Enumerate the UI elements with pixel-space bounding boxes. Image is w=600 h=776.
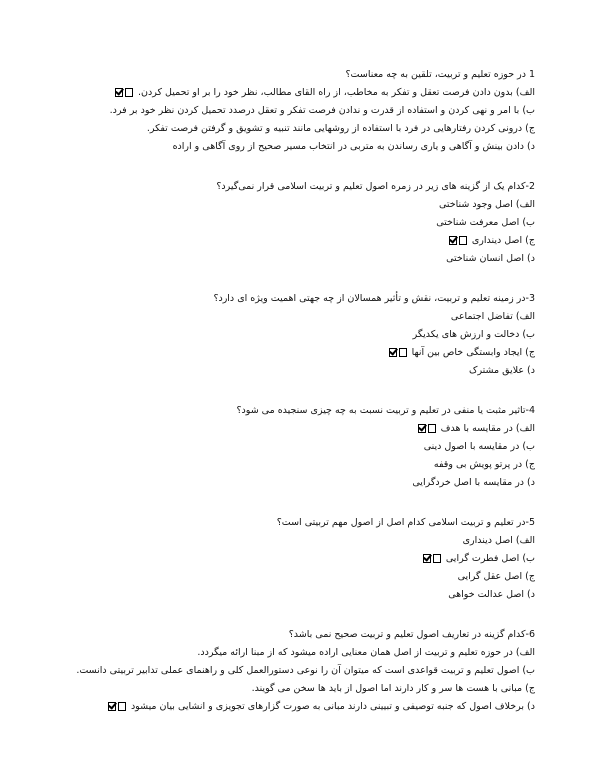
empty-box-icon[interactable]: [433, 554, 441, 563]
answer-option-text: الف) تفاضل اجتماعی: [450, 311, 535, 322]
answer-option-text: الف) اصل وجود شناختی: [438, 199, 535, 210]
question-title: 4-تاثیر مثبت یا منفی در تعلیم و تربیت نسبت به چه چیزی سنجیده می شود؟: [236, 405, 535, 416]
answer-option-text: ب) اصول تعلیم و تربیت قواعدی است که میتوان آن را نوعی دستورالعمل کلی و راهنمای عملی تدابیر تربیتی دانست.: [76, 665, 535, 676]
answer-mark: [388, 348, 408, 357]
question-3: [68, 290, 535, 380]
answer-option-text: ج) اصل دینداری: [471, 235, 535, 246]
answer-option[interactable]: [68, 196, 535, 214]
answer-option[interactable]: [68, 662, 535, 680]
answer-option[interactable]: [68, 344, 535, 362]
question-title: 6-کدام گزینه در تعاریف اصول تعلیم و تربیت صحیح نمی باشد؟: [288, 629, 535, 640]
empty-box-icon[interactable]: [428, 424, 436, 433]
checked-box-icon[interactable]: [449, 236, 457, 245]
answer-option[interactable]: [68, 586, 535, 604]
answer-option[interactable]: [68, 362, 535, 380]
answer-option-text: د) دادن بینش و آگاهی و یاری رساندن به متربی در انتخاب مسیر صحیح از روی آگاهی و اراده: [172, 141, 535, 152]
question-6: [68, 626, 535, 716]
question-5: [68, 514, 535, 604]
answer-option[interactable]: [68, 568, 535, 586]
answer-option[interactable]: [68, 250, 535, 268]
answer-option-text: د) علایق مشترک: [468, 365, 535, 376]
checked-box-icon[interactable]: [423, 554, 431, 563]
answer-option-text: ب) دخالت و ارزش های یکدیگر: [412, 329, 535, 340]
answer-option-text: ب) در مقایسه با اصول دینی: [423, 441, 535, 452]
answer-option-text: ج) اصل عقل گرایی: [457, 571, 535, 582]
question-title: 3-در زمینه تعلیم و تربیت، نقش و تأثیر همسالان از چه جهتی اهمیت ویژه ای دارد؟: [213, 293, 535, 304]
answer-option-text: ب) اصل فطرت گرایی: [445, 553, 535, 564]
answer-mark: [114, 88, 134, 97]
answer-option[interactable]: [68, 680, 535, 698]
answer-option[interactable]: [68, 232, 535, 250]
empty-box-icon[interactable]: [125, 88, 133, 97]
answer-option[interactable]: [68, 326, 535, 344]
answer-option[interactable]: [68, 698, 535, 716]
answer-option-text: ب) با امر و نهی کردن و استفاده از قدرت و ندادن فرصت تفکر و تعقل درصدد تحمیل کردن نظر خود بر فرد.: [109, 105, 535, 116]
checked-box-icon[interactable]: [115, 88, 123, 97]
question-2: [68, 178, 535, 268]
answer-option-text: ج) مبانی با هست ها سر و کار دارند اما اصول از باید ها سخن می گویند.: [251, 683, 535, 694]
empty-box-icon[interactable]: [459, 236, 467, 245]
answer-option[interactable]: [68, 138, 535, 156]
answer-mark: [422, 554, 442, 563]
answer-option[interactable]: [68, 456, 535, 474]
answer-mark: [107, 702, 127, 711]
answer-option-text: د) برخلاف اصول که جنبه توصیفی و تبیینی دارند مبانی به صورت گزارهای تجویزی و انشایی بیان میشود: [130, 701, 535, 712]
answer-option-text: الف) در حوزه تعلیم و تربیت از اصل همان معنایی اراده میشود که از مبنا ارائه میگردد.: [197, 647, 535, 658]
answer-option[interactable]: [68, 474, 535, 492]
answer-option[interactable]: [68, 532, 535, 550]
question-1: [68, 66, 535, 156]
checked-box-icon[interactable]: [418, 424, 426, 433]
empty-box-icon[interactable]: [399, 348, 407, 357]
answer-option-text: د) در مقایسه با اصل خردگرایی: [412, 477, 535, 488]
answer-mark: [448, 236, 468, 245]
answer-option-text: ج) در پرتو پویش بی وقفه: [433, 459, 535, 470]
answer-option[interactable]: [68, 84, 535, 102]
answer-option-text: د) اصل انسان شناختی: [446, 253, 535, 264]
answer-option-text: الف) در مقایسه با هدف: [440, 423, 535, 434]
answer-option-text: ج) ایجاد وابستگی خاص بین آنها: [411, 347, 535, 358]
answer-option-text: ج) درونی کردن رفتارهایی در فرد با استفاده از روشهایی مانند تنبیه و تشویق و گرفتن فرصت تفکر.: [146, 123, 535, 134]
answer-option[interactable]: [68, 438, 535, 456]
answer-option-text: الف) بدون دادن فرصت تعقل و تفکر به مخاطب، از راه القای مطالب، نظر خود را بر او تحمیل کردن.: [138, 87, 535, 98]
answer-option[interactable]: [68, 644, 535, 662]
answer-option[interactable]: [68, 214, 535, 232]
answer-option-text: ب) اصل معرفت شناختی: [436, 217, 535, 228]
answer-option-text: الف) اصل دینداری: [462, 535, 535, 546]
checked-box-icon[interactable]: [389, 348, 397, 357]
question-4: [68, 402, 535, 492]
answer-option[interactable]: [68, 120, 535, 138]
answer-option-text: د) اصل عدالت خواهی: [448, 589, 535, 600]
question-title: 5-در تعلیم و تربیت اسلامی کدام اصل از اصول مهم تربیتی است؟: [276, 517, 535, 528]
question-title: 1 در حوزه تعلیم و تربیت، تلقین به چه معناست؟: [345, 69, 535, 80]
question-title: 2-کدام یک از گزینه های زیر در زمره اصول تعلیم و تربیت اسلامی قرار نمی‌گیرد؟: [216, 181, 535, 192]
answer-option[interactable]: [68, 102, 535, 120]
answer-option[interactable]: [68, 420, 535, 438]
answer-mark: [417, 424, 437, 433]
empty-box-icon[interactable]: [118, 702, 126, 711]
checked-box-icon[interactable]: [108, 702, 116, 711]
answer-option[interactable]: [68, 308, 535, 326]
answer-option[interactable]: [68, 550, 535, 568]
